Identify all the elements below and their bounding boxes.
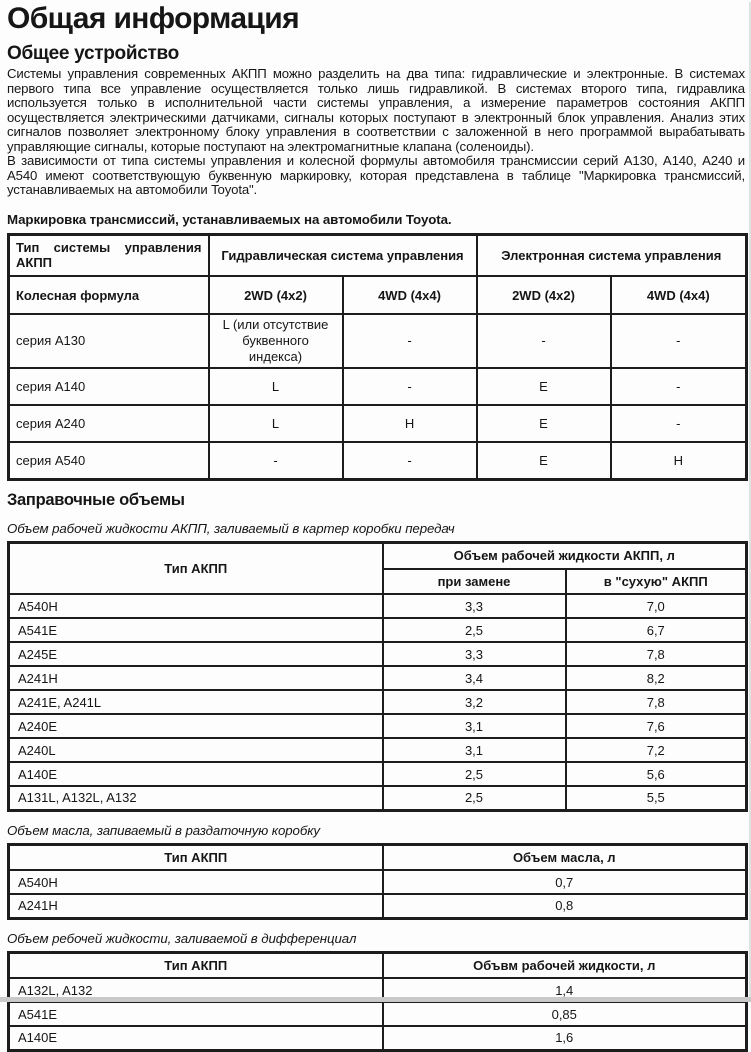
value-cell: 3,3 (383, 642, 566, 666)
marking-group-hydraulic-cell: Гидравлическая система управления (209, 234, 477, 276)
table-row (9, 1026, 747, 1050)
wheel-col-header: 2WD (4x2) (477, 276, 611, 314)
marking-value-cell: E (477, 442, 611, 479)
value-cell: 3,4 (383, 666, 566, 690)
marking-value-cell: L (209, 405, 343, 442)
value-cell: 5,6 (566, 762, 747, 786)
value-cell: 1,4 (383, 978, 747, 1002)
table-row (9, 618, 747, 642)
value-cell: 2,5 (383, 618, 566, 642)
model-cell: A245E (9, 642, 383, 666)
diff-table-caption: Объем ребочей жидкости, заливаемой в дифференциал (7, 930, 357, 946)
model-cell: A132L, A132 (9, 978, 383, 1002)
marking-value-cell: - (343, 368, 477, 405)
diff-type-header-cell: Тип АКПП (9, 952, 383, 978)
fluid-subheader-cell: при замене (383, 569, 566, 594)
wheel-col-header: 4WD (4x4) (611, 276, 747, 314)
transfer-case-oil-table (7, 843, 748, 920)
table-row (9, 368, 747, 405)
table-row (9, 666, 747, 690)
fluid-type-header-cell: Тип АКПП (9, 542, 383, 594)
diff-header-row (9, 952, 747, 978)
series-label-cell: серия А130 (9, 314, 209, 368)
table-row (9, 894, 747, 918)
model-cell: A131L, A132L, A132 (9, 786, 383, 810)
table-row (9, 870, 747, 894)
value-cell: 3,1 (383, 714, 566, 738)
model-cell: A140E (9, 762, 383, 786)
marking-value-cell: - (343, 442, 477, 479)
table-row (9, 690, 747, 714)
model-cell: A541E (9, 1002, 383, 1026)
table-row (9, 405, 747, 442)
table-row (9, 594, 747, 618)
marking-corner-top-cell: Тип системы управления АКПП (9, 234, 209, 276)
model-cell: A240L (9, 738, 383, 762)
value-cell: 6,7 (566, 618, 747, 642)
transfer-value-header-cell: Объем масла, л (383, 844, 747, 870)
table-row (9, 738, 747, 762)
marking-table (7, 233, 748, 481)
marking-header-row-2 (9, 276, 747, 314)
diff-value-header-cell: Объвм рабочей жидкости, л (383, 952, 747, 978)
marking-value-cell: E (477, 368, 611, 405)
series-label-cell: серия А140 (9, 368, 209, 405)
table-row (9, 762, 747, 786)
model-cell: A540H (9, 594, 383, 618)
series-label-cell: серия А540 (9, 442, 209, 479)
transfer-table-caption: Объем масла, запиваемый в раздаточную коробку (7, 822, 320, 838)
value-cell: 2,5 (383, 762, 566, 786)
value-cell: 3,2 (383, 690, 566, 714)
marking-header-row-1 (9, 234, 747, 276)
transfer-type-header-cell: Тип АКПП (9, 844, 383, 870)
table-row (9, 314, 747, 368)
series-label-cell: серия А240 (9, 405, 209, 442)
document-page (0, 2, 751, 1052)
value-cell: 8,2 (566, 666, 747, 690)
wheel-col-header: 2WD (4x2) (209, 276, 343, 314)
model-cell: A240E (9, 714, 383, 738)
marking-value-cell: - (611, 405, 747, 442)
marking-value-cell: - (611, 314, 747, 368)
page-title: Общая информация (7, 2, 300, 35)
marking-value-cell: - (209, 442, 343, 479)
fluid-group-header-cell: Объем рабочей жидкости АКПП, л (383, 542, 747, 569)
value-cell: 7,8 (566, 690, 747, 714)
marking-value-cell: - (343, 314, 477, 368)
section-heading-capacities: Заправочные объемы (7, 490, 185, 509)
model-cell: A241E, A241L (9, 690, 383, 714)
model-cell: A540H (9, 870, 383, 894)
model-cell: A241H (9, 666, 383, 690)
marking-table-caption: Маркировка трансмиссий, устанавливаемых на автомобили Toyota. (7, 211, 452, 227)
value-cell: 7,2 (566, 738, 747, 762)
value-cell: 7,6 (566, 714, 747, 738)
fluid-table-caption: Объем рабочей жидкости АКПП, заливаемый в картер коробки передач (7, 520, 455, 536)
value-cell: 7,0 (566, 594, 747, 618)
marking-value-cell: H (343, 405, 477, 442)
value-cell: 7,8 (566, 642, 747, 666)
value-cell: 2,5 (383, 786, 566, 810)
marking-corner-bottom-cell: Колесная формула (9, 276, 209, 314)
marking-value-cell: L (или отсутствие буквенного индекса) (209, 314, 343, 368)
marking-value-cell: - (611, 368, 747, 405)
table-row (9, 442, 747, 479)
marking-group-electronic-cell: Электронная система управления (477, 234, 747, 276)
table-row (9, 714, 747, 738)
table-row (9, 1002, 747, 1026)
value-cell: 0,7 (383, 870, 747, 894)
model-cell: A241H (9, 894, 383, 918)
wheel-col-header: 4WD (4x4) (343, 276, 477, 314)
model-cell: A140E (9, 1026, 383, 1050)
marking-value-cell: E (477, 405, 611, 442)
paragraph-marking-intro: В зависимости от типа системы управления и колесной формулы автомобиля трансмиссии серий А130, А140, А240 и А540 имеют соответствующую буквенную маркировку, которая представлена в таблице "Маркировка трансмиссий, устанавливаемых на автомобили Toyota". (7, 153, 745, 197)
value-cell: 1,6 (383, 1026, 747, 1050)
fluid-subheader-cell: в "сухую" АКПП (566, 569, 747, 594)
table-row (9, 642, 747, 666)
transfer-header-row (9, 844, 747, 870)
value-cell: 3,1 (383, 738, 566, 762)
model-cell: A541E (9, 618, 383, 642)
paragraph-control-systems: Системы управления современных АКПП можно разделить на два типа: гидравлические и электронные. В системах первого типа все управление осуществляется только лишь гидравликой. В системах второго типа, гидравлика используется только в исполнительной части системы управления, а измерение параметров состояния АКПП осуществляется электрическими датчиками, сигналы которых поступают в электронный блок управления. Анализ этих сигналов позволяет электронному блоку управления в соответствии с заложенной в него программой вырабатывать управляющие сигналы, которые поступают на электромагнитные клапана (соленоиды). (7, 66, 745, 154)
value-cell: 0,85 (383, 1002, 747, 1026)
marking-value-cell: L (209, 368, 343, 405)
marking-value-cell: H (611, 442, 747, 479)
value-cell: 5,5 (566, 786, 747, 810)
fluid-capacity-table (7, 541, 748, 812)
value-cell: 3,3 (383, 594, 566, 618)
marking-value-cell: - (477, 314, 611, 368)
section-heading-general-device: Общее устройство (7, 43, 179, 64)
value-cell: 0,8 (383, 894, 747, 918)
table-row (9, 786, 747, 810)
fluid-header-row-1 (9, 542, 747, 569)
